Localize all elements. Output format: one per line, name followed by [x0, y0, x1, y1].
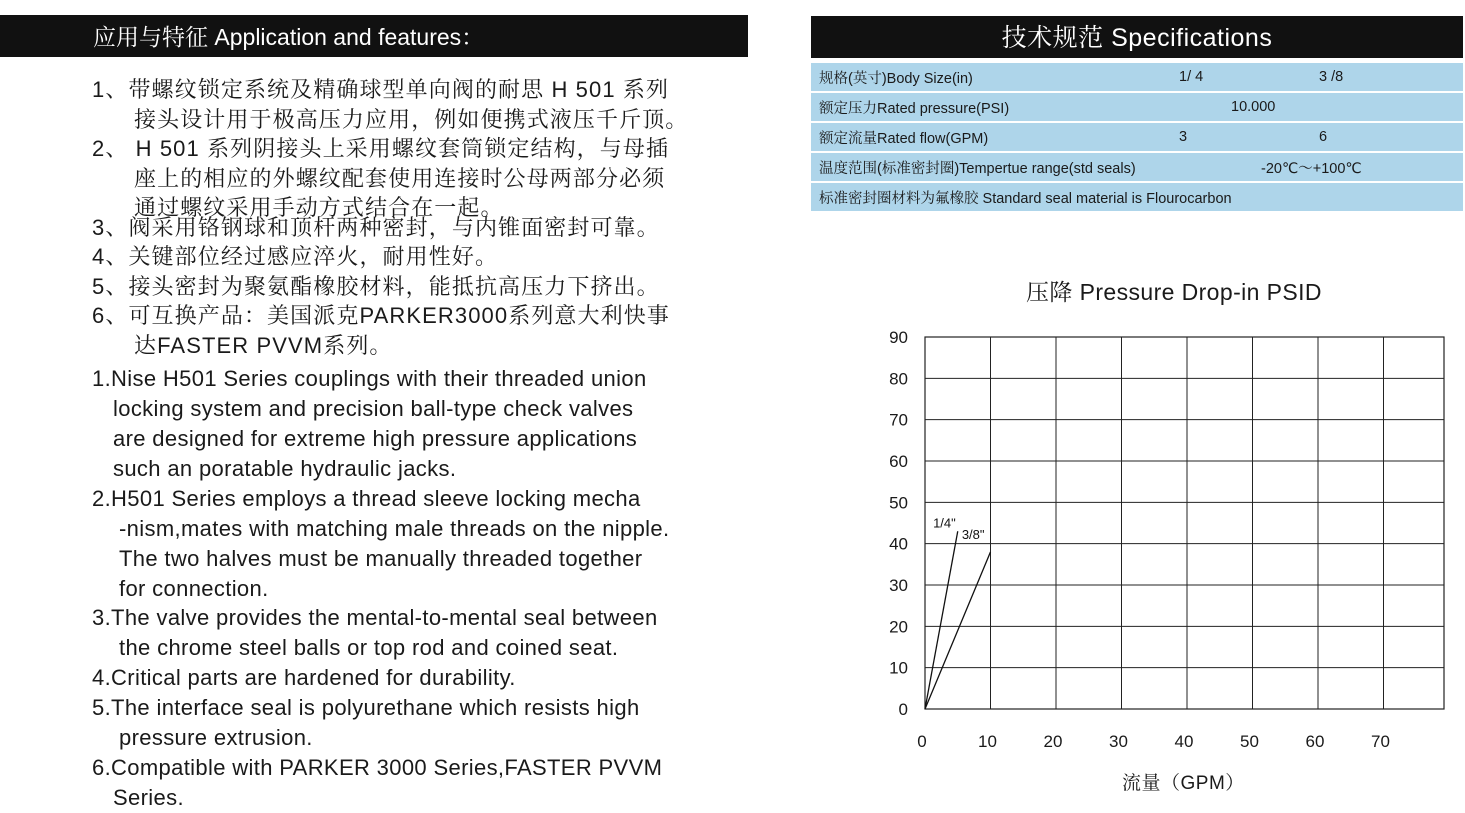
feature-en-line: The two halves must be manually threaded together [119, 546, 643, 571]
feature-cn-line: 6、可互换产品：美国派克PARKER3000系列意大利快事 [92, 303, 670, 328]
feature-en-line: 6.Compatible with PARKER 3000 Series,FASTER PVVM [92, 755, 663, 780]
spec-value: 10.000 [1179, 93, 1463, 121]
y-tick-label: 70 [889, 410, 908, 430]
y-tick-label: 10 [889, 658, 908, 678]
y-tick-label: 40 [889, 534, 908, 554]
feature-en-line: locking system and precision ball-type check valves [113, 396, 634, 421]
spec-label: 额定流量Rated flow(GPM) [811, 123, 1179, 151]
series-label: 3/8" [961, 526, 985, 542]
feature-en-line: pressure extrusion. [119, 725, 313, 750]
y-tick-label: 90 [889, 328, 908, 347]
spec-label: 规格(英寸)Body Size(in) [811, 63, 1179, 91]
x-tick-label: 10 [978, 732, 997, 751]
spec-value: 1/ 4 [1179, 63, 1319, 91]
feature-cn-line: 接头设计用于极高压力应用，例如便携式液压千斤顶。 [134, 106, 689, 132]
x-tick-label: 20 [1043, 732, 1063, 751]
feature-en-line: 1.Nise H501 Series couplings with their threaded union [92, 366, 647, 391]
series-line [925, 552, 991, 709]
x-tick-label: 0 [917, 732, 927, 751]
feature-cn-line: 达FASTER PVVM系列。 [134, 332, 393, 358]
spec-value: 6 [1319, 123, 1463, 151]
x-tick-label: 30 [1109, 732, 1128, 751]
y-tick-label: 30 [889, 576, 908, 595]
feature-en-line: 2.H501 Series employs a thread sleeve locking mecha [92, 486, 641, 511]
plot-frame [925, 337, 1444, 709]
feature-en-line: are designed for extreme high pressure applications [113, 426, 638, 451]
feature-en-line: 4.Critical parts are hardened for durability. [92, 665, 516, 690]
feature-cn-line: 1、带螺纹锁定系统及精确球型单向阀的耐思 H 501 系列 [92, 77, 670, 102]
feature-en-line: 5.The interface seal is polyurethane which resists high [92, 695, 640, 720]
spec-value: 3 /8 [1319, 63, 1463, 91]
x-tick-label: 40 [1174, 732, 1194, 751]
y-tick-label: 50 [889, 493, 908, 513]
series-line [925, 531, 958, 709]
feature-en-line: such an poratable hydraulic jacks. [113, 456, 457, 481]
feature-cn-line: 5、接头密封为聚氨酯橡胶材料，能抵抗高压力下挤出。 [92, 274, 660, 299]
chart-x-axis-label: 流量（GPM） [1122, 773, 1245, 794]
feature-en-line: Series. [113, 785, 184, 810]
feature-cn-line: 4、关键部位经过感应淬火，耐用性好。 [92, 244, 499, 269]
feature-en-line: 3.The valve provides the mental-to-mental seal between [92, 605, 658, 630]
spec-label: 额定压力Rated pressure(PSI) [811, 93, 1179, 121]
x-tick-label: 70 [1371, 732, 1390, 751]
x-tick-label: 60 [1305, 732, 1325, 751]
specifications-header-text: 技术规范 Specifications [1001, 24, 1273, 52]
features-header-text: 应用与特征 Application and features： [93, 24, 485, 50]
spec-label: 温度范围(标准密封圈)Tempertue range(std seals) [811, 153, 1179, 181]
feature-cn-line: 2、 H 501 系列阴接头上采用螺纹套筒锁定结构，与母插 [92, 136, 670, 161]
chart-title: 压降 Pressure Drop-in PSID [1026, 279, 1322, 305]
feature-en-line: -nism,mates with matching male threads on the nipple. [119, 516, 670, 541]
y-tick-label: 0 [898, 700, 908, 719]
series-label: 1/4" [933, 515, 956, 531]
y-tick-label: 20 [889, 617, 908, 637]
x-tick-label: 50 [1240, 732, 1259, 751]
spec-note: 标准密封圈材料为氟橡胶 Standard seal material is Flourocarbon [811, 183, 1463, 211]
feature-cn-line: 座上的相应的外螺纹配套使用连接时公母两部分必须 [134, 165, 666, 191]
y-tick-label: 80 [889, 369, 908, 389]
feature-cn-line: 3、阀采用铬钢球和顶杆两种密封，与内锥面密封可靠。 [92, 215, 660, 240]
y-tick-label: 60 [889, 452, 908, 471]
feature-cn-line: 通过螺纹采用手动方式结合在一起。 [134, 195, 504, 220]
feature-en-line: the chrome steel balls or top rod and coined seat. [119, 635, 619, 660]
feature-en-line: for connection. [119, 576, 269, 601]
spec-value: -20℃～+100℃ [1179, 153, 1463, 181]
spec-value: 3 [1179, 123, 1319, 151]
